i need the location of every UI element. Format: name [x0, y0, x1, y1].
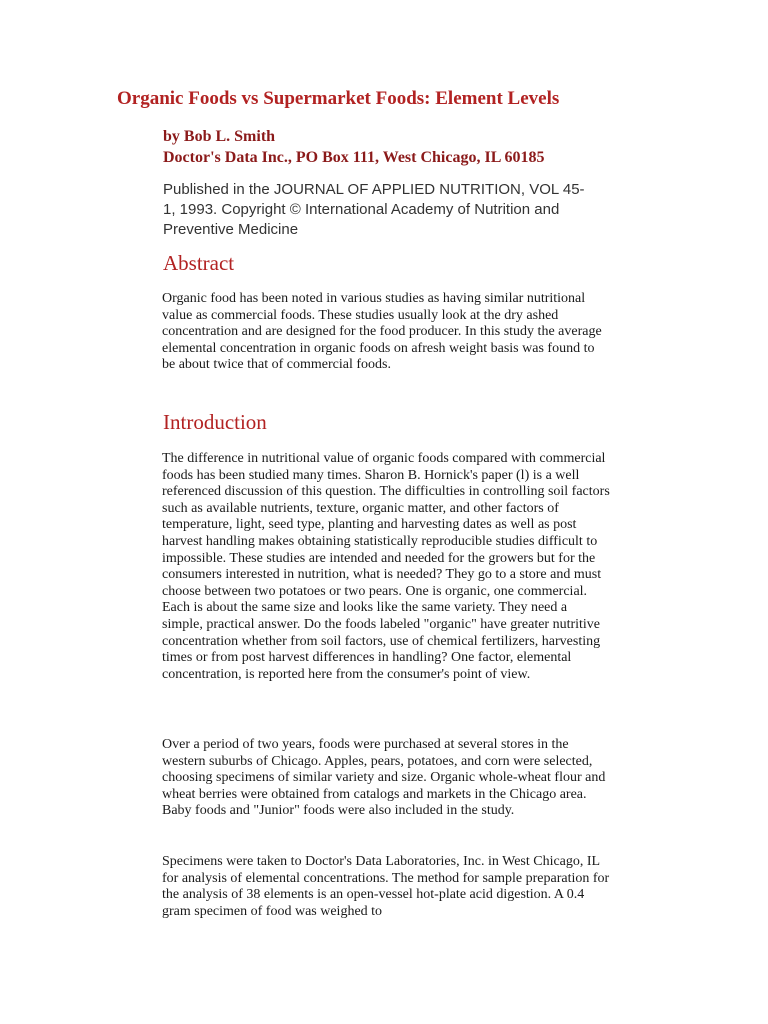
- introduction-heading: Introduction: [163, 410, 267, 434]
- article-title: Organic Foods vs Supermarket Foods: Element Levels: [117, 88, 560, 109]
- abstract-heading: Abstract: [163, 251, 235, 275]
- publication-info: Published in the JOURNAL OF APPLIED NUTRITION, VOL 45-1, 1993. Copyright © International Academy of Nutrition and Preventive Medicine: [163, 181, 585, 238]
- author-affiliation: Doctor's Data Inc., PO Box 111, West Chicago, IL 60185: [163, 149, 545, 166]
- byline: [163, 126, 545, 168]
- introduction-paragraph: The difference in nutritional value of organic foods compared with commercial foods has been studied many times. Sharon B. Hornick's paper (l) is a well referenced discussion of this question. The difficulties in controlling soil factors such as available nutrients, texture, organic matter, and other factors of temperature, light, seed type, planting and harvesting dates as well as post harvest handling makes obtaining statistically reproducible studies difficult to impossible. These studies are intended and needed for the growers but for the consumers interested in nutrition, what is needed? They go to a store and must choose between two potatoes or two pears. One is organic, one commercial. Each is about the same size and looks like the same variety. They need a simple, practical answer. Do the foods labeled "organic" have greater nutritive concentration whether from soil factors, use of chemical fertilizers, harvesting times or from post harvest differences in handling? One factor, elemental concentration, is reported here from the consumer's point of view.: [162, 451, 610, 682]
- author-name: by Bob L. Smith: [163, 128, 276, 145]
- introduction-paragraph: Specimens were taken to Doctor's Data Laboratories, Inc. in West Chicago, IL for analysis of elemental concentrations. The method for sample preparation for the analysis of 38 elements is an open-vessel hot-plate acid digestion. A 0.4 gram specimen of food was weighed to: [162, 854, 610, 919]
- introduction-paragraph: Over a period of two years, foods were purchased at several stores in the western suburbs of Chicago. Apples, pears, potatoes, and corn were selected, choosing specimens of similar variety and size. Organic whole-wheat flour and wheat berries were obtained from catalogs and markets in the Chicago area. Baby foods and "Junior" foods were also included in the study.: [162, 737, 606, 819]
- abstract-text: Organic food has been noted in various studies as having similar nutritional value as commercial foods. These studies usually look at the dry ashed concentration and are designed for the food producer. In this study the average elemental concentration in organic foods on afresh weight basis was found to be about twice that of commercial foods.: [162, 291, 602, 373]
